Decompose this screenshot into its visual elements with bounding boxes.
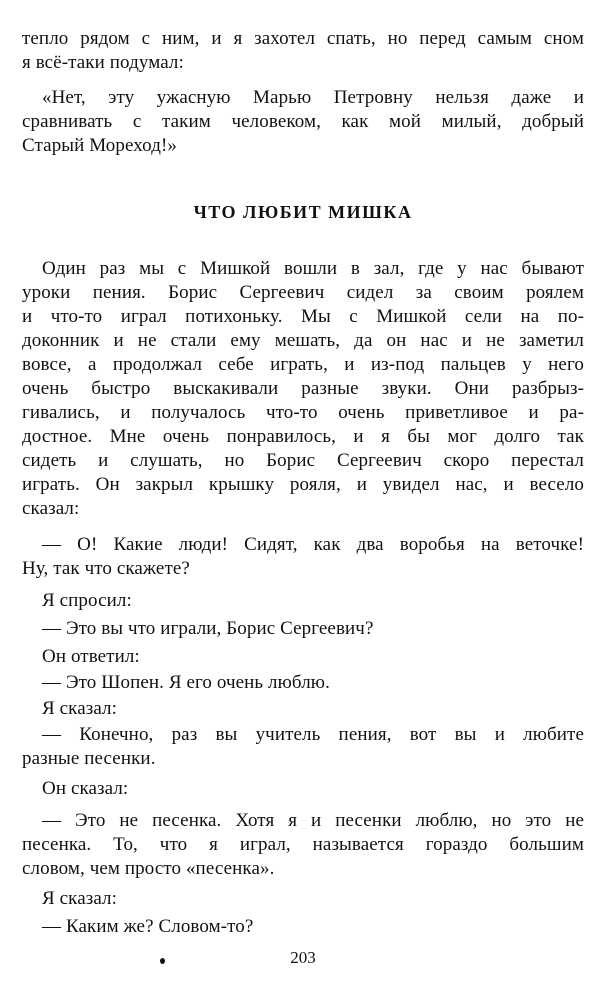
text-line: — Это вы что играли, Борис Сергеевич? — [42, 618, 374, 639]
text-line: сравнивать с таким человеком, как мой милый, добрый — [22, 111, 584, 132]
text-line: играть. Он закрыл крышку рояля, и увидел нас, и весело — [22, 474, 584, 495]
text-line: Я сказал: — [42, 698, 117, 719]
text-line: — Конечно, раз вы учитель пения, вот вы и любите — [42, 724, 584, 745]
chapter-title: ЧТО ЛЮБИТ МИШКА — [193, 202, 413, 222]
text-line: Я спросил: — [42, 590, 132, 611]
text-line: Ну, так что скажете? — [22, 558, 190, 579]
text-line: сидеть и слушать, но Борис Сергеевич скоро перестал — [22, 450, 584, 471]
text-line: уроки пения. Борис Сергеевич сидел за своим роялем — [22, 282, 584, 303]
text-line: разные песенки. — [22, 748, 156, 769]
print-speck — [160, 958, 165, 964]
text-line: песенка. То, что я играл, называется гораздо большим — [22, 834, 584, 855]
book-page — [22, 14, 584, 974]
text-line: сказал: — [22, 498, 80, 519]
text-line: я всё-таки подумал: — [22, 52, 184, 73]
text-line: очень быстро выскакивали разные звуки. Они разбрыз- — [22, 378, 584, 399]
text-line: Я сказал: — [42, 888, 117, 909]
text-line: доконник и не стали ему мешать, да он нас и не заметил — [22, 330, 584, 351]
text-line: Один раз мы с Мишкой вошли в зал, где у нас бывают — [42, 258, 584, 279]
text-line: словом, чем просто «песенка». — [22, 858, 275, 879]
text-line: «Нет, эту ужасную Марью Петровну нельзя даже и — [42, 87, 584, 108]
page-number: 203 — [290, 948, 316, 967]
text-line: достное. Мне очень понравилось, и я бы мог долго так — [22, 426, 584, 447]
text-line: вовсе, а продолжал себе играть, и из-под пальцев у него — [22, 354, 584, 375]
text-line: — Каким же? Словом-то? — [42, 916, 254, 937]
text-line: Старый Мореход!» — [22, 135, 178, 156]
text-line: тепло рядом с ним, и я захотел спать, но перед самым сном — [22, 28, 584, 49]
text-line: и что-то играл потихоньку. Мы с Мишкой сели на по- — [22, 306, 584, 327]
text-line: — Это не песенка. Хотя я и песенки люблю, но это не — [42, 810, 584, 831]
text-line: — О! Какие люди! Сидят, как два воробья на веточке! — [42, 534, 584, 555]
text-line: гивались, и получалось что-то очень приветливое и ра- — [22, 402, 584, 423]
text-line: Он сказал: — [42, 778, 129, 799]
text-line: Он ответил: — [42, 646, 140, 667]
text-line: — Это Шопен. Я его очень люблю. — [42, 672, 330, 693]
